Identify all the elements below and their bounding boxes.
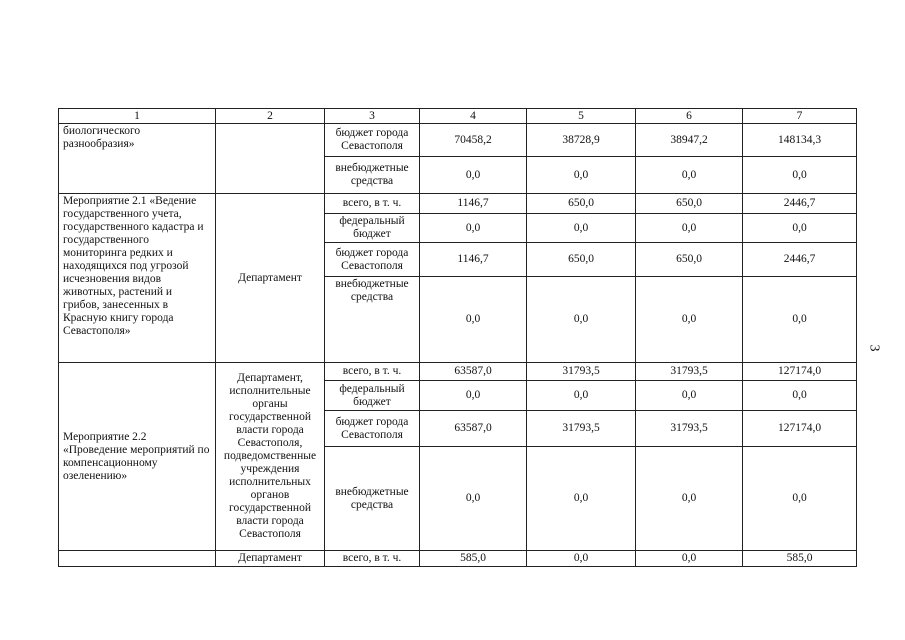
value-cell: 650,0 <box>636 243 743 277</box>
source-cell: внебюджетные средства <box>325 447 420 551</box>
value-cell: 31793,5 <box>527 411 636 447</box>
value-cell: 38728,9 <box>527 124 636 157</box>
value-cell: 70458,2 <box>420 124 527 157</box>
value-cell: 0,0 <box>636 381 743 411</box>
value-cell: 0,0 <box>743 214 857 243</box>
value-cell: 2446,7 <box>743 194 857 214</box>
measure-cell: биологического разнообразия» <box>59 124 216 194</box>
value-cell: 0,0 <box>527 157 636 194</box>
value-cell: 31793,5 <box>636 363 743 381</box>
value-cell: 1146,7 <box>420 243 527 277</box>
value-cell: 31793,5 <box>527 363 636 381</box>
value-cell: 0,0 <box>527 277 636 363</box>
value-cell: 585,0 <box>743 551 857 567</box>
value-cell: 0,0 <box>636 157 743 194</box>
value-cell: 127174,0 <box>743 363 857 381</box>
value-cell: 0,0 <box>743 157 857 194</box>
value-cell: 63587,0 <box>420 411 527 447</box>
header-cell: 1 <box>59 109 216 124</box>
source-cell: внебюджетные средства <box>325 277 420 363</box>
source-cell: бюджет города Севастополя <box>325 243 420 277</box>
value-cell: 0,0 <box>420 214 527 243</box>
header-cell: 7 <box>743 109 857 124</box>
value-cell: 0,0 <box>420 277 527 363</box>
value-cell: 148134,3 <box>743 124 857 157</box>
value-cell: 0,0 <box>420 447 527 551</box>
executor-cell: Департамент, исполнительные органы государственной власти города Севастополя, подведомственные учреждения исполнительных органов государственной власти города Севастополя <box>216 363 325 551</box>
value-cell: 0,0 <box>420 381 527 411</box>
executor-cell <box>216 124 325 194</box>
executor-cell: Департамент <box>216 551 325 567</box>
value-cell: 585,0 <box>420 551 527 567</box>
value-cell: 31793,5 <box>636 411 743 447</box>
value-cell: 38947,2 <box>636 124 743 157</box>
value-cell: 0,0 <box>743 277 857 363</box>
value-cell: 2446,7 <box>743 243 857 277</box>
source-cell: всего, в т. ч. <box>325 551 420 567</box>
page-number: 3 <box>866 344 882 352</box>
value-cell: 650,0 <box>527 194 636 214</box>
table-row <box>59 194 857 214</box>
measure-cell: Мероприятие 2.1 «Ведение государственного учета, государственного кадастра и государственного мониторинга редких и находящихся под угрозой исчезновения видов животных, растений и грибов, занесенных в Красную книгу города Севастополя» <box>59 194 216 363</box>
source-cell: всего, в т. ч. <box>325 363 420 381</box>
value-cell: 0,0 <box>636 447 743 551</box>
source-cell: внебюджетные средства <box>325 157 420 194</box>
value-cell: 0,0 <box>636 277 743 363</box>
value-cell: 0,0 <box>420 157 527 194</box>
value-cell: 0,0 <box>527 551 636 567</box>
source-cell: федеральный бюджет <box>325 381 420 411</box>
value-cell: 650,0 <box>636 194 743 214</box>
table-row <box>59 551 857 567</box>
header-cell: 2 <box>216 109 325 124</box>
value-cell: 0,0 <box>743 381 857 411</box>
header-row <box>59 109 857 124</box>
budget-table <box>58 108 857 567</box>
value-cell: 0,0 <box>527 214 636 243</box>
measure-cell: Мероприятие 2.2 «Проведение мероприятий по компенсационному озеленению» <box>59 363 216 551</box>
source-cell: бюджет города Севастополя <box>325 411 420 447</box>
header-cell: 4 <box>420 109 527 124</box>
source-cell: всего, в т. ч. <box>325 194 420 214</box>
header-cell: 6 <box>636 109 743 124</box>
value-cell: 1146,7 <box>420 194 527 214</box>
header-cell: 5 <box>527 109 636 124</box>
source-cell: федеральный бюджет <box>325 214 420 243</box>
source-cell: бюджет города Севастополя <box>325 124 420 157</box>
value-cell: 650,0 <box>527 243 636 277</box>
value-cell: 0,0 <box>636 551 743 567</box>
value-cell: 63587,0 <box>420 363 527 381</box>
table-row <box>59 124 857 157</box>
header-cell: 3 <box>325 109 420 124</box>
value-cell: 0,0 <box>636 214 743 243</box>
value-cell: 0,0 <box>527 447 636 551</box>
value-cell: 127174,0 <box>743 411 857 447</box>
table-row <box>59 363 857 381</box>
measure-cell <box>59 551 216 567</box>
executor-cell: Департамент <box>216 194 325 363</box>
value-cell: 0,0 <box>527 381 636 411</box>
value-cell: 0,0 <box>743 447 857 551</box>
